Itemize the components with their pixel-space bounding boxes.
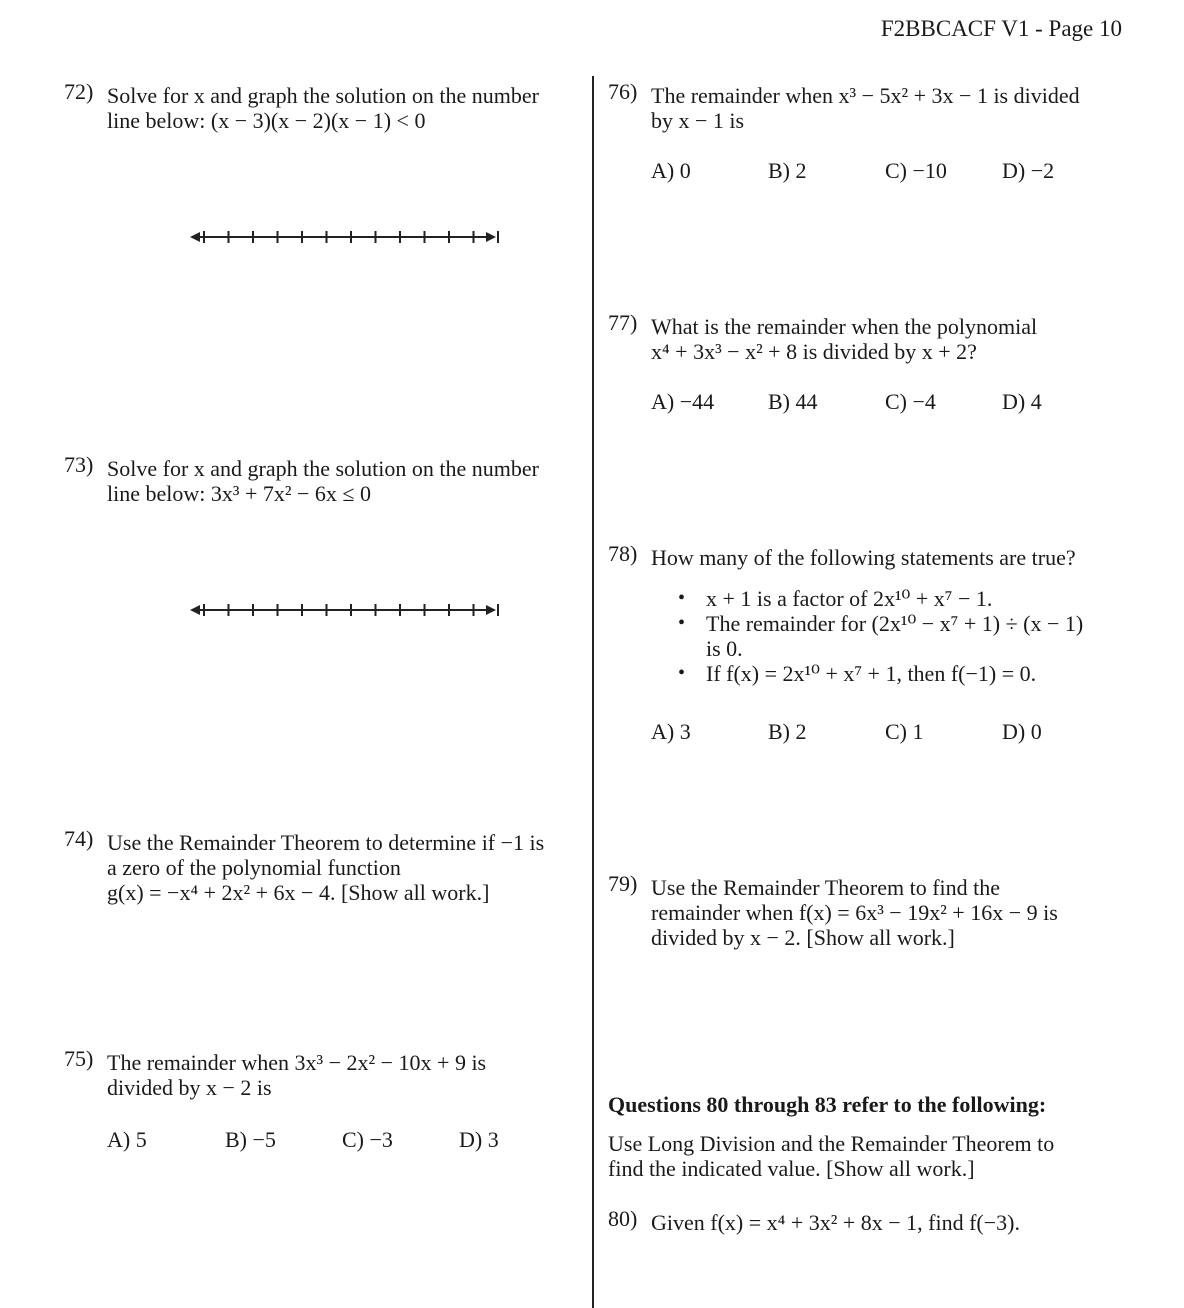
question-text-line: by x − 1 is [651, 108, 745, 133]
section-title: Questions 80 through 83 refer to the following: [608, 1092, 1047, 1117]
statement-item-continued [678, 636, 1083, 661]
choice-b[interactable]: B) 2 [768, 719, 807, 744]
choice-b[interactable]: B) −5 [225, 1127, 276, 1152]
question-text-line: remainder when f(x) = 6x³ − 19x² + 16x − 9 is [651, 900, 1058, 925]
section-text-line: find the indicated value. [Show all work.] [608, 1156, 975, 1181]
question-text-line: Use the Remainder Theorem to find the [651, 875, 1001, 900]
statement-item: • The remainder for (2x¹⁰ − x⁷ + 1) ÷ (x − 1) [678, 611, 1083, 636]
question-text-line: How many of the following statements are true? [651, 545, 1076, 570]
statement-item: • x + 1 is a factor of 2x¹⁰ + x⁷ − 1. [678, 586, 1083, 611]
question-text-line: Solve for x and graph the solution on the number [107, 456, 539, 481]
question-text-line: divided by x − 2 is [107, 1075, 272, 1100]
choice-a[interactable]: A) 5 [107, 1127, 147, 1152]
question-text-line: divided by x − 2. [Show all work.] [651, 925, 955, 950]
question-number: 75) [64, 1046, 94, 1071]
number-line[interactable] [190, 227, 500, 247]
question-text-line: x⁴ + 3x³ − x² + 8 is divided by x + 2? [651, 339, 977, 364]
question-number: 72) [64, 79, 94, 104]
choice-c[interactable]: C) −4 [885, 389, 936, 414]
section-text-line: Use Long Division and the Remainder Theorem to [608, 1131, 1055, 1156]
choice-b[interactable]: B) 2 [768, 158, 807, 183]
choice-c[interactable]: C) −3 [342, 1127, 393, 1152]
question-number: 76) [608, 79, 638, 104]
choice-c[interactable]: C) 1 [885, 719, 924, 744]
question-number: 77) [608, 310, 638, 335]
section-instructions [608, 1131, 1054, 1181]
question-text-line: The remainder when 3x³ − 2x² − 10x + 9 is [107, 1050, 487, 1075]
question-text-line: line below: (x − 3)(x − 2)(x − 1) < 0 [107, 108, 426, 133]
question-text-line: Use the Remainder Theorem to determine if −1 is [107, 830, 545, 855]
choice-d[interactable]: D) 4 [1002, 389, 1042, 414]
column-divider [592, 76, 594, 1308]
choice-d[interactable]: D) 0 [1002, 719, 1042, 744]
choice-b[interactable]: B) 44 [768, 389, 818, 414]
choice-c[interactable]: C) −10 [885, 158, 947, 183]
page-header: F2BBCACF V1 - Page 10 [880, 16, 1122, 41]
question-text-line: The remainder when x³ − 5x² + 3x − 1 is divided [651, 83, 1080, 108]
question-text-line: Solve for x and graph the solution on the number [107, 83, 539, 108]
choice-a[interactable]: A) −44 [651, 389, 715, 414]
choice-d[interactable]: D) −2 [1002, 158, 1055, 183]
question-text-line: a zero of the polynomial function [107, 855, 401, 880]
choice-a[interactable]: A) 3 [651, 719, 691, 744]
question-text-line: Given f(x) = x⁴ + 3x² + 8x − 1, find f(−3). [651, 1210, 1020, 1235]
statement-list [678, 586, 1083, 686]
choice-d[interactable]: D) 3 [459, 1127, 499, 1152]
statement-continuation: is 0. [706, 636, 743, 661]
question-number: 74) [64, 826, 94, 851]
question-text-line: line below: 3x³ + 7x² − 6x ≤ 0 [107, 481, 371, 506]
question-number: 78) [608, 541, 638, 566]
question-number: 73) [64, 452, 94, 477]
question-text-line: g(x) = −x⁴ + 2x² + 6x − 4. [Show all work.] [107, 880, 490, 905]
choice-a[interactable]: A) 0 [651, 158, 691, 183]
question-number: 79) [608, 871, 638, 896]
number-line[interactable] [190, 600, 500, 620]
question-text-line: What is the remainder when the polynomial [651, 314, 1038, 339]
question-number: 80) [608, 1206, 638, 1231]
statement-item: • If f(x) = 2x¹⁰ + x⁷ + 1, then f(−1) = 0. [678, 661, 1083, 686]
